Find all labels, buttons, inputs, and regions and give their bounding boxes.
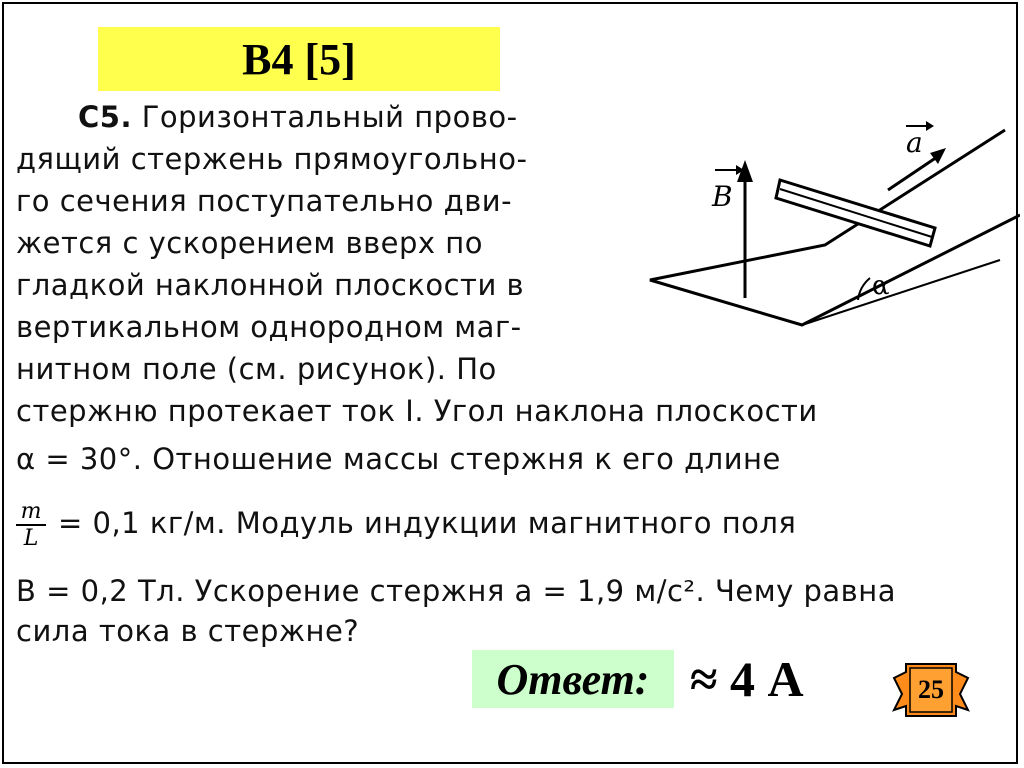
- label-b: B: [712, 180, 733, 213]
- problem-line-8: стержню протекает ток I. Угол наклона плоскости: [16, 394, 818, 428]
- fraction-denominator: L: [23, 526, 39, 551]
- problem-line-5: гладкой наклонной плоскости в: [16, 268, 525, 302]
- page-number-badge: [890, 660, 972, 720]
- page-number: 25: [918, 675, 944, 704]
- slide-title-text: В4 [5]: [242, 34, 356, 84]
- problem-number: С5.: [78, 100, 132, 134]
- label-a: a: [906, 126, 923, 159]
- a-vector-bar-head: [926, 121, 934, 131]
- answer-label: Ответ:: [496, 654, 650, 704]
- mass-per-length-fraction: [16, 500, 46, 552]
- plane-outline: [650, 130, 1020, 325]
- acceleration-arrow: [888, 155, 940, 190]
- problem-line-1: [78, 100, 518, 134]
- problem-line-10: = 0,1 кг/м. Модуль индукции магнитного поля: [58, 506, 797, 540]
- base-line: [802, 260, 1000, 325]
- slide-title: [98, 27, 500, 91]
- inclined-plane-figure: [640, 110, 1020, 340]
- answer-label-box: [472, 650, 674, 708]
- problem-line-9: α = 30°. Отношение массы стержня к его длине: [16, 442, 781, 476]
- problem-line-1-text: Горизонтальный прово-: [141, 100, 518, 134]
- problem-line-6: вертикальном однородном маг-: [16, 310, 522, 344]
- problem-line-11: B = 0,2 Тл. Ускорение стержня a = 1,9 м/с². Чему равна: [16, 574, 896, 608]
- problem-line-12: сила тока в стержне?: [16, 614, 360, 648]
- label-alpha: α: [872, 271, 890, 301]
- rod-edge: [780, 189, 932, 237]
- problem-line-3: го сечения поступательно дви-: [16, 184, 513, 218]
- problem-line-2: дящий стержень прямоугольно-: [16, 142, 528, 176]
- answer-value: ≈ 4 А: [690, 651, 804, 707]
- problem-line-7: нитном поле (см. рисунок). По: [16, 352, 497, 386]
- fraction-numerator: m: [16, 500, 46, 526]
- problem-line-4: жется с ускорением вверх по: [16, 226, 484, 260]
